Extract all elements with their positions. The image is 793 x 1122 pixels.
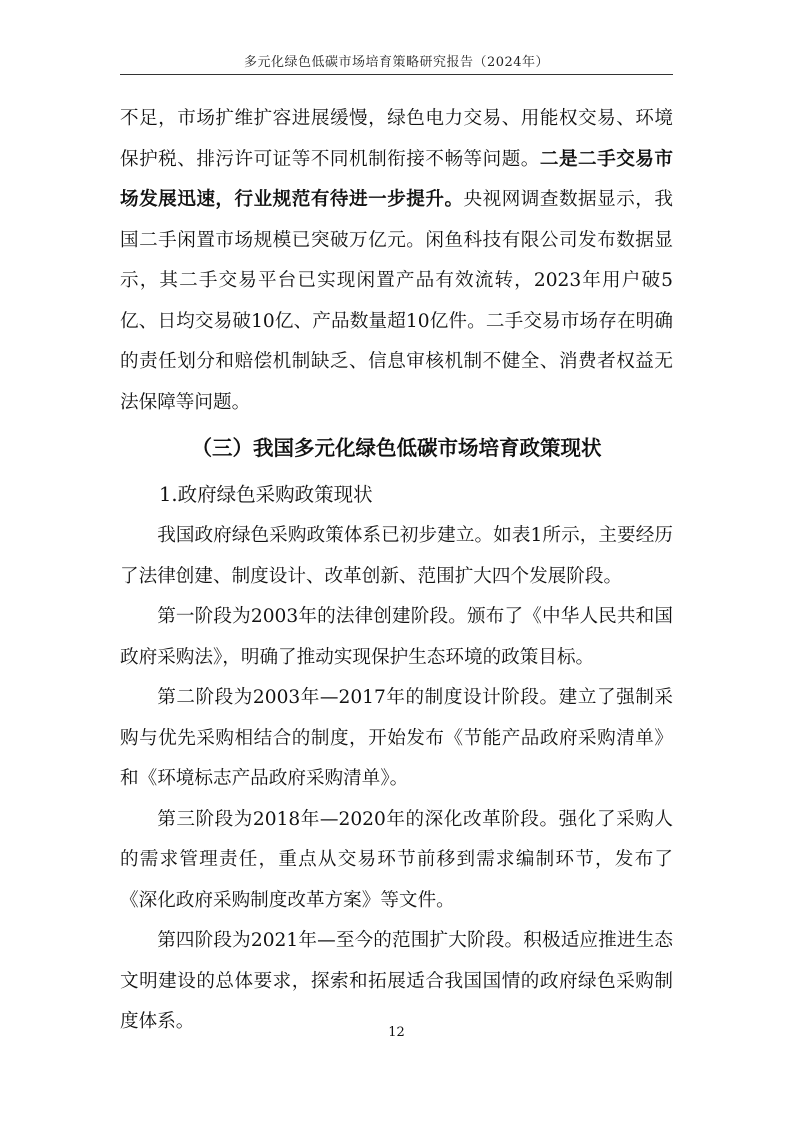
- header-divider: [120, 74, 673, 75]
- running-header: 多元化绿色低碳市场培育策略研究报告（2024年）: [243, 55, 550, 70]
- page-number: 12: [388, 1025, 405, 1040]
- paragraph: 第一阶段为2003年的法律创建阶段。颁布了《中华人民共和国政府采购法》，明确了推动实现保护生态环境的政策目标。: [120, 606, 673, 668]
- section-heading: （三）我国多元化绿色低碳市场培育政策现状: [191, 436, 602, 460]
- paragraph-text: 不足，市场扩维扩容进展缓慢，绿色电力交易、用能权交易、环境保护税、排污许可证等不同机制衔接不畅等问题。: [120, 108, 673, 170]
- subsection-heading: 1.政府绿色采购政策现状: [159, 483, 373, 506]
- paragraph: 第四阶段为2021年—至今的范围扩大阶段。积极适应推进生态文明建设的总体要求，探索和拓展适合我国国情的政府绿色采购制度体系。: [120, 930, 673, 1032]
- document-body: [120, 99, 673, 1043]
- paragraph: 第三阶段为2018年—2020年的深化改革阶段。强化了采购人的需求管理责任，重点从交易环节前移到需求编制环节，发布了《深化政府采购制度改革方案》等文件。: [120, 808, 673, 911]
- paragraph-text: 央视网调查数据显示，我国二手闲置市场规模已突破万亿元。闲鱼科技有限公司发布数据显示，其二手交易平台已实现闲置产品有效流转，2023年用户破5亿、日均交易破10亿、产品数量超10亿件。二手交易市场存在明确的责任划分和赔偿机制缺乏、信息审核机制不健全、消费者权益无法保障等问题。: [120, 189, 673, 413]
- bold-emphasis: 二是二手交易市场发展迅速，行业规范有待进一步提升。: [120, 148, 673, 210]
- paragraph: 我国政府绿色采购政策体系已初步建立。如表1所示，主要经历了法律创建、制度设计、改革创新、范围扩大四个发展阶段。: [120, 525, 673, 587]
- paragraph: 第二阶段为2003年—2017年的制度设计阶段。建立了强制采购与优先采购相结合的制度，开始发布《节能产品政府采购清单》和《环境标志产品政府采购清单》。: [120, 687, 673, 789]
- paragraph-continuation: [120, 99, 673, 423]
